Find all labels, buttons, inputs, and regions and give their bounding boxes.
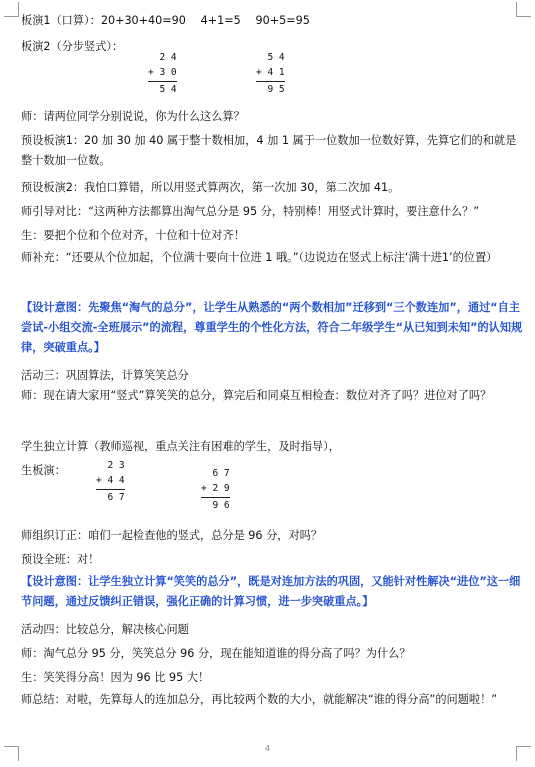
vertical-calc-row: + 4 1 — [256, 67, 285, 78]
vertical-calc-row: + 3 0 — [148, 67, 177, 78]
vertical-calc-row: 2 3 — [96, 460, 125, 471]
vertical-calc-row: 6 7 — [201, 468, 230, 479]
vertical-calc-row: 5 4 — [256, 52, 285, 63]
student-answer: 生：要把个位和个位对齐，十位和十位对齐！ — [21, 229, 245, 242]
activity-4-title: 活动四：比较总分，解决核心问题 — [21, 623, 189, 636]
vertical-calc-row: 5 4 — [148, 84, 177, 95]
vertical-calc-row: 9 5 — [256, 84, 285, 95]
design-intent-2 — [21, 572, 527, 612]
board-work-1: 板演1（口算）：20+30+40=90 4+1=5 90+5=95 — [21, 14, 310, 27]
vertical-calc-row: 9 6 — [201, 500, 230, 511]
design-intent-tag: 【设计意图： — [21, 301, 89, 314]
vertical-calc-3 — [96, 458, 125, 505]
expected-answer-2: 预设板演2：我怕口算错，所以用竖式算两次，第一次加 30，第二次加 41。 — [21, 181, 400, 194]
crop-mark-top-left — [4, 2, 19, 17]
design-intent-1 — [21, 298, 527, 358]
student-board-label: 生板演： — [21, 464, 66, 477]
teacher-instruction: 师：现在请大家用“竖式”算笑笑的总分，算完后和同桌互相检查：数位对齐了吗？进位对了吗？ — [21, 389, 492, 402]
design-intent-text: 让学生独立计算“笑笑的总分”，既是对连加方法的巩固，又能针对性解决“进位”这一细节问题，通过反馈纠正错误，强化正确的计算习惯，进一步突破重点。】 — [21, 575, 521, 608]
student-compare-answer: 生：笑笑得分高！因为 96 比 95 大！ — [21, 671, 210, 684]
teacher-summary: 师总结：对啦，先算每人的连加总分，再比较两个数的大小，就能解决“谁的得分高”的问题啦！” — [21, 693, 498, 706]
design-intent-text: 先聚焦“淘气的总分”，让学生从熟悉的“两个数相加”迁移到“三个数连加”，通过“自主尝试-小组交流-全班展示”的流程，尊重学生的个性化方法，符合二年级学生“从已知到未知”的认知规律，突破重点。】 — [21, 301, 523, 354]
vertical-calc-row: 2 4 — [148, 52, 177, 63]
teacher-guide: 师引导对比：“这两种方法都算出淘气总分是 95 分，特别棒！用竖式计算时，要注意什么？” — [21, 205, 480, 218]
teacher-supplement: 师补充：“还要从个位加起，个位满十要向十位进 1 哦。”（边说边在竖式上标注‘满十进1’的位置） — [21, 251, 498, 264]
vertical-calc-row: + 2 9 — [201, 483, 230, 494]
activity-3-title: 活动三：巩固算法，计算笑笑总分 — [21, 369, 189, 382]
vertical-calc-2 — [256, 50, 285, 97]
vertical-calc-1 — [148, 50, 177, 97]
expected-answer-1: 预设板演1：20 加 30 加 40 属于整十数相加，4 加 1 属于一位数加一位数好算，先算它们的和就是整十数加一位数。 — [21, 134, 517, 167]
design-intent-tag: 【设计意图： — [21, 575, 89, 588]
teacher-question: 师：请两位同学分别说说，你为什么这么算？ — [21, 110, 245, 123]
vertical-calc-row: + 4 4 — [96, 475, 125, 486]
page-number: 4 — [264, 744, 271, 753]
vertical-calc-row: 6 7 — [96, 492, 125, 503]
teacher-compare-question: 师：淘气总分 95 分，笑笑总分 96 分，现在能知道谁的得分高了吗？为什么？ — [21, 647, 411, 660]
teacher-correction: 师组织订正：咱们一起检查他的竖式，总分是 96 分，对吗？ — [21, 529, 323, 542]
vertical-calc-4 — [201, 466, 230, 513]
board-work-2: 板演2（分步竖式）： — [21, 40, 124, 53]
independent-work: 学生独立计算（教师巡视，重点关注有困难的学生，及时指导）， — [21, 440, 340, 453]
expected-class-answer: 预设全班：对！ — [21, 553, 100, 566]
